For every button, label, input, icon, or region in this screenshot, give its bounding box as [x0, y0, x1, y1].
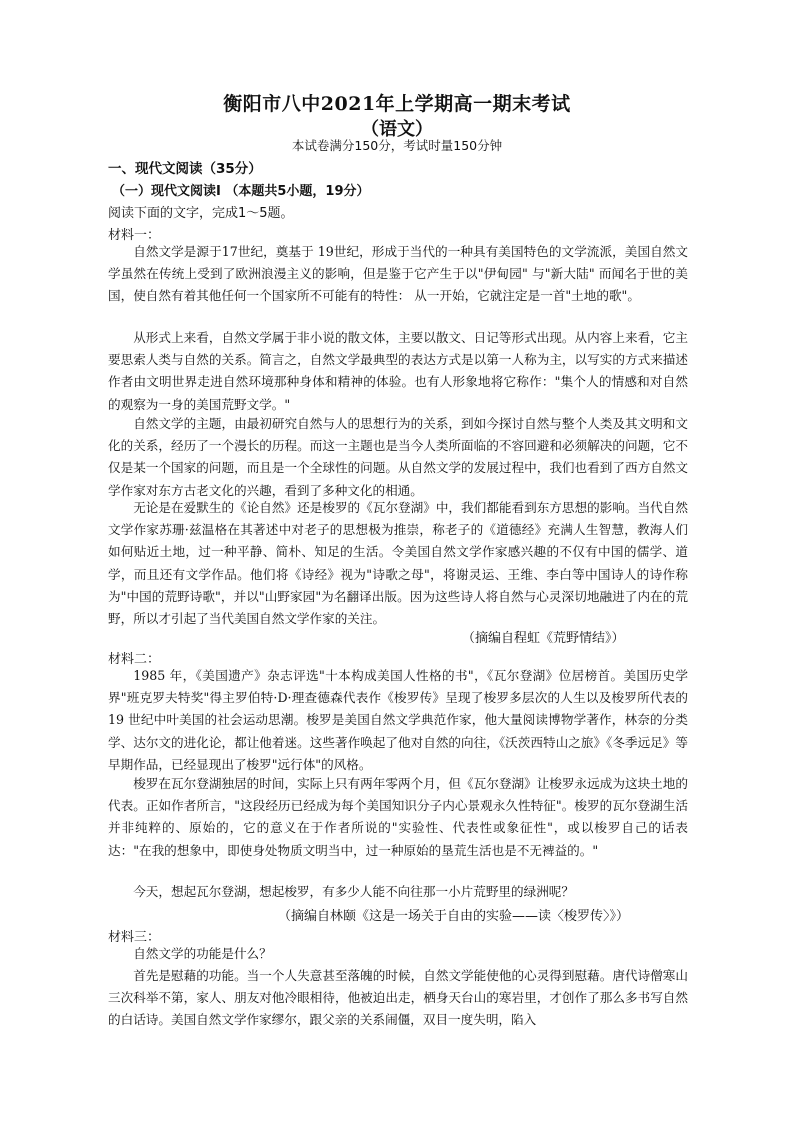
instruction: 阅读下面的文字，完成1～5题。 [108, 206, 294, 221]
material1-paragraph: 从形式上来看，自然文学属于非小说的散文体，主要以散文、日记等形式出现。从内容上来看，它主要思索人类与自然的关系。简言之，自然文学最典型的表达方式是以第一人称为主，以写实的方式来描述作者由文明世界走进自然环境那种身体和精神的体验。也有人形象地将它称作："集个人的情感和对自然的观察为一身的美国荒野文学。" [108, 330, 688, 412]
material1-label: 材料一： [108, 228, 161, 243]
material2-paragraph: 梭罗在瓦尔登湖独居的时间，实际上只有两年零两个月，但《瓦尔登湖》让梭罗永远成为这块土地的代表。正如作者所言，"这段经历已经成为每个美国知识分子内心景观永久性特征"。梭罗的瓦尔登湖生活并非纯粹的、原始的，它的意义在于作者所说的"实验性、代表性或象征性"，或以梭罗自己的话表达："在我的想象中，即使身处物质文明当中，过一种原始的垦荒生活也是不无裨益的。" [108, 776, 688, 858]
subsection-heading: （一）现代文阅读Ⅰ （本题共5小题，19分） [112, 184, 370, 199]
exam-subject: （语文） [361, 119, 433, 140]
material2-paragraph: 今天，想起瓦尔登湖，想起梭罗，有多少人能不向往那一小片荒野里的绿洲呢？ [133, 884, 574, 899]
exam-title: 衡阳市八中2021年上学期高一期末考试 [223, 93, 571, 115]
material1-source: （摘编自程虹《荒野情结》） [462, 631, 625, 646]
exam-info: 本试卷满分150分，考试时量150分钟 [291, 138, 503, 153]
section-heading: 一、现代文阅读（35分） [108, 161, 262, 177]
material2-label: 材料二： [108, 652, 161, 667]
material1-paragraph: 自然文学的主题，由最初研究自然与人的思想行为的关系，到如今探讨自然与整个人类及其文明和文化的关系，经历了一个漫长的历程。而这一主题也是当今人类所面临的不容回避和必须解决的问题，它不仅是某一个国家的问题，而且是一个全球性的问题。从自然文学的发展过程中，我们也看到了西方自然文学作家对东方古老文化的兴趣，看到了多种文化的相通。 [108, 416, 688, 498]
material3-question: 自然文学的功能是什么？ [133, 946, 272, 961]
material1-paragraph: 无论是在爱默生的《论自然》还是梭罗的《瓦尔登湖》中，我们都能看到东方思想的影响。当代自然文学作家苏珊·兹温格在其著述中对老子的思想极为推崇，称老子的《道德经》充满人生智慧，教海人们如何贴近土地，过一种平静、简朴、知足的生活。令美国自然文学作家感兴趣的不仅有中国的儒学、道学，而且还有文学作品。他们将《诗经》视为"诗歌之母"，将谢灵运、王维、李白等中国诗人的诗作称为"中国的荒野诗歌"，并以"山野家园"为名翻译出版。因为这些诗人将自然与心灵深切地融进了内在的荒野，所以才引起了当代美国自然文学作家的关注。 [108, 500, 688, 627]
material2-paragraph: 1985 年，《美国遗产》杂志评选"十本构成美国人性格的书"，《瓦尔登湖》位居榜首。美国历史学界"班克罗夫特奖"得主罗伯特·D·理查德森代表作《梭罗传》呈现了梭罗多层次的人生以及梭罗所代表的 19 世纪中叶美国的社会运动思潮。梭罗是美国自然文学典范作家，他大量阅读博物学著作，林奈的分类学、达尔文的进化论，都让他着迷。这些著作唤起了他对自然的向往，《沃茨西特山之旅》《冬季远足》等早期作品，已经显现出了梭罗"远行体"的风格。 [108, 668, 688, 772]
material3-paragraph: 首先是慰藉的功能。当一个人失意甚至落魄的时候，自然文学能使他的心灵得到慰藉。唐代诗僧寒山三次科举不第，家人、朋友对他冷眼相待，他被迫出走，栖身天台山的寒岩里，才创作了那么多书写自然的白话诗。美国自然文学作家缪尔，跟父亲的关系闹僵，双目一度失明，陷入 [108, 968, 688, 1028]
material3-label: 材料三： [108, 930, 161, 945]
material1-paragraph: 自然文学是源于17世纪，奠基于 19世纪，形成于当代的一种具有美国特色的文学流派，美国自然文学虽然在传统上受到了欧洲浪漫主义的影响，但是鉴于它产生于以"伊甸园" 与"新大陆" 而闻名于世的美国，使自然有着其他任何一个国家所不可能有的特性： 从一开始，它就注定是一首"土地的歌"。 [108, 244, 688, 304]
material2-source: （摘编自林颐《这是一场关于自由的实验——读〈梭罗传〉》） [278, 909, 630, 924]
